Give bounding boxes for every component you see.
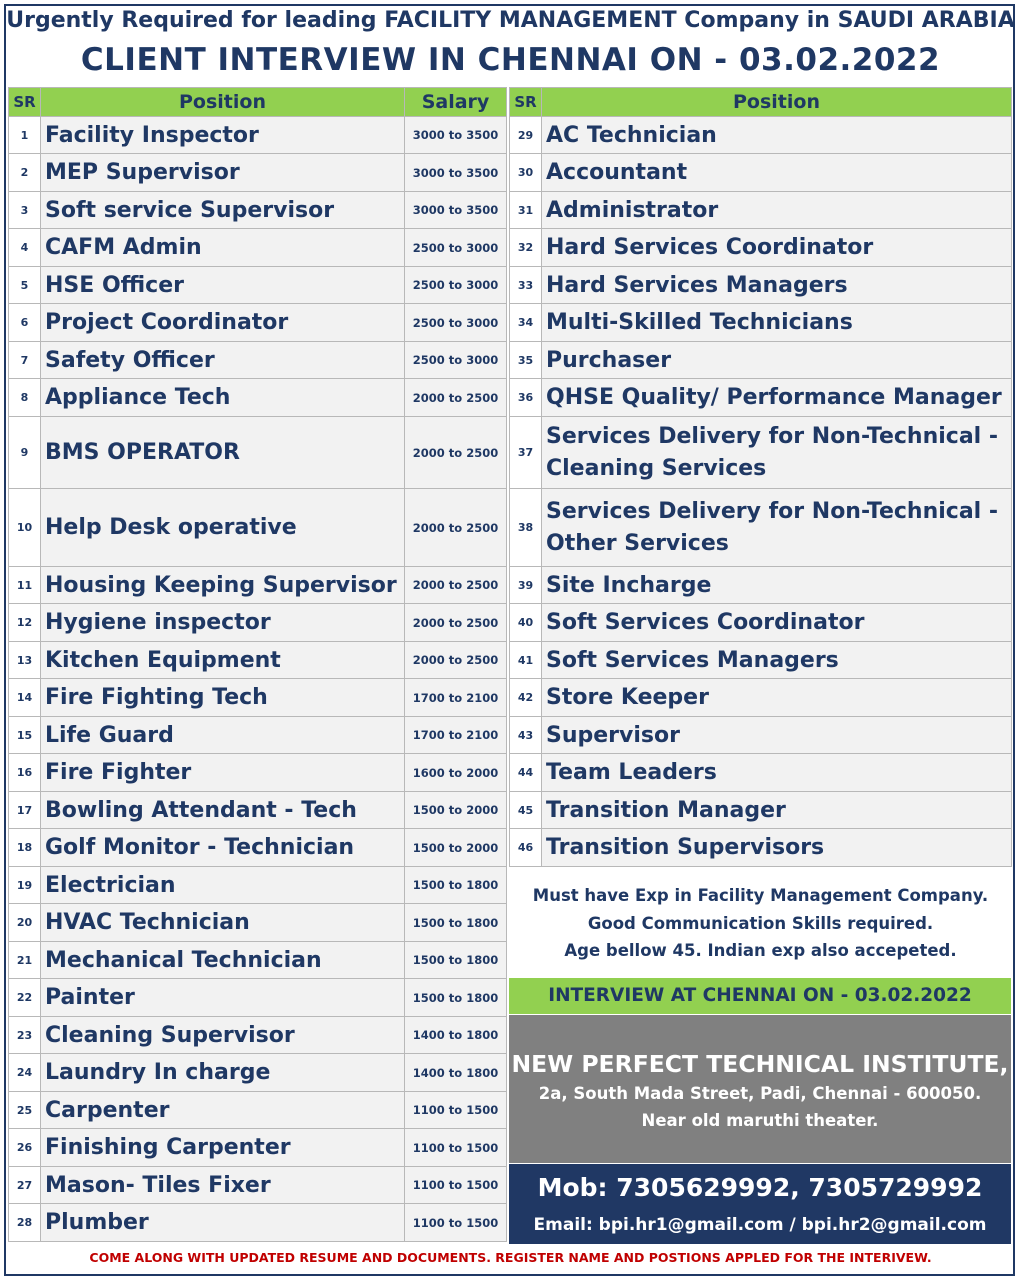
requirements-box — [509, 876, 1012, 977]
left-table-header — [9, 88, 507, 117]
row-sr-number: 3 — [9, 192, 41, 229]
row-position: Store Keeper — [542, 679, 1012, 717]
row-sr-number: 21 — [9, 942, 41, 979]
table-row — [510, 304, 1012, 342]
table-row — [9, 829, 507, 867]
row-position: Site Incharge — [542, 567, 1012, 604]
row-salary: 1100 to 1500 — [405, 1167, 507, 1204]
table-row — [9, 942, 507, 979]
table-row — [9, 192, 507, 229]
row-sr-number: 2 — [9, 154, 41, 192]
row-sr-number: 30 — [510, 154, 542, 192]
row-position: Finishing Carpenter — [41, 1129, 405, 1167]
row-salary: 1400 to 1800 — [405, 1054, 507, 1092]
row-sr-number: 35 — [510, 342, 542, 379]
row-sr-number: 24 — [9, 1054, 41, 1092]
table-row — [9, 1204, 507, 1242]
row-sr-number: 15 — [9, 717, 41, 754]
row-salary: 2000 to 2500 — [405, 567, 507, 604]
right-table-header — [510, 88, 1012, 117]
row-sr-number: 42 — [510, 679, 542, 717]
row-sr-number: 13 — [9, 642, 41, 679]
row-position: Help Desk operative — [41, 489, 405, 567]
table-row — [9, 979, 507, 1017]
row-salary: 1700 to 2100 — [405, 679, 507, 717]
right-positions-table — [509, 87, 1012, 867]
row-salary: 3000 to 3500 — [405, 117, 507, 154]
mobile-numbers: Mob: 7305629992, 7305729992 — [537, 1173, 983, 1202]
row-position: Supervisor — [542, 717, 1012, 754]
row-position: Painter — [41, 979, 405, 1017]
row-position: Mason- Tiles Fixer — [41, 1167, 405, 1204]
row-position: HVAC Technician — [41, 904, 405, 942]
table-row — [9, 304, 507, 342]
row-salary: 1500 to 1800 — [405, 942, 507, 979]
table-row — [510, 342, 1012, 379]
table-row — [9, 117, 507, 154]
row-position: Administrator — [542, 192, 1012, 229]
table-row — [510, 754, 1012, 792]
row-position: Purchaser — [542, 342, 1012, 379]
row-position: Soft Services Coordinator — [542, 604, 1012, 642]
table-row — [510, 154, 1012, 192]
row-position: Mechanical Technician — [41, 942, 405, 979]
row-sr-number: 5 — [9, 267, 41, 304]
row-sr-number: 27 — [9, 1167, 41, 1204]
row-position: Accountant — [542, 154, 1012, 192]
row-position: Hard Services Managers — [542, 267, 1012, 304]
table-row — [9, 717, 507, 754]
table-row — [9, 1167, 507, 1204]
column-header-position: Position — [542, 88, 1012, 117]
row-sr-number: 39 — [510, 567, 542, 604]
row-salary: 1500 to 1800 — [405, 867, 507, 904]
row-sr-number: 14 — [9, 679, 41, 717]
row-position: Transition Supervisors — [542, 829, 1012, 867]
row-position: CAFM Admin — [41, 229, 405, 267]
venue-name: NEW PERFECT TECHNICAL INSTITUTE, — [511, 1050, 1009, 1078]
row-sr-number: 37 — [510, 417, 542, 489]
row-position: BMS OPERATOR — [41, 417, 405, 489]
table-row — [9, 867, 507, 904]
table-row — [510, 567, 1012, 604]
table-row — [9, 904, 507, 942]
row-salary: 1100 to 1500 — [405, 1092, 507, 1129]
table-row — [9, 1092, 507, 1129]
row-salary: 1700 to 2100 — [405, 717, 507, 754]
row-position: HSE Officer — [41, 267, 405, 304]
contact-box — [509, 1164, 1011, 1244]
row-salary: 3000 to 3500 — [405, 154, 507, 192]
table-row — [9, 489, 507, 567]
table-row — [9, 567, 507, 604]
row-salary: 2000 to 2500 — [405, 604, 507, 642]
row-position: Fire Fighter — [41, 754, 405, 792]
row-position: Fire Fighting Tech — [41, 679, 405, 717]
interview-title: CLIENT INTERVIEW IN CHENNAI ON - 03.02.2022 — [80, 42, 941, 78]
table-row — [9, 679, 507, 717]
row-salary: 1500 to 2000 — [405, 792, 507, 829]
row-position: Services Delivery for Non-Technical - Cleaning Services — [542, 417, 1012, 489]
row-position: Laundry In charge — [41, 1054, 405, 1092]
row-position: Golf Monitor - Technician — [41, 829, 405, 867]
row-position: Safety Officer — [41, 342, 405, 379]
row-sr-number: 8 — [9, 379, 41, 417]
row-sr-number: 18 — [9, 829, 41, 867]
row-sr-number: 36 — [510, 379, 542, 417]
row-sr-number: 9 — [9, 417, 41, 489]
table-row — [510, 642, 1012, 679]
row-salary: 1500 to 2000 — [405, 829, 507, 867]
column-header-position: Position — [41, 88, 405, 117]
row-sr-number: 38 — [510, 489, 542, 567]
row-salary: 2000 to 2500 — [405, 489, 507, 567]
table-row — [9, 154, 507, 192]
row-sr-number: 45 — [510, 792, 542, 829]
table-row — [9, 229, 507, 267]
row-position: Life Guard — [41, 717, 405, 754]
row-position: Carpenter — [41, 1092, 405, 1129]
table-row — [9, 417, 507, 489]
row-salary: 2500 to 3000 — [405, 304, 507, 342]
row-sr-number: 40 — [510, 604, 542, 642]
headline: Urgently Required for leading FACILITY MANAGEMENT Company in SAUDI ARABIA — [6, 8, 1015, 33]
table-row — [9, 1054, 507, 1092]
table-row — [9, 642, 507, 679]
row-sr-number: 16 — [9, 754, 41, 792]
row-sr-number: 12 — [9, 604, 41, 642]
row-sr-number: 20 — [9, 904, 41, 942]
table-row — [510, 792, 1012, 829]
requirement-line: Must have Exp in Facility Management Company. — [532, 886, 989, 905]
table-row — [510, 829, 1012, 867]
row-sr-number: 33 — [510, 267, 542, 304]
table-row — [510, 417, 1012, 489]
table-row — [9, 342, 507, 379]
footer-notice: COME ALONG WITH UPDATED RESUME AND DOCUMENTS. REGISTER NAME AND POSTIONS APPLED FOR THE INTERIVEW. — [89, 1250, 932, 1265]
row-position: Transition Manager — [542, 792, 1012, 829]
row-salary: 2500 to 3000 — [405, 229, 507, 267]
row-position: Electrician — [41, 867, 405, 904]
row-sr-number: 22 — [9, 979, 41, 1017]
row-sr-number: 7 — [9, 342, 41, 379]
column-header-salary: Salary — [405, 88, 507, 117]
table-row — [510, 192, 1012, 229]
row-sr-number: 10 — [9, 489, 41, 567]
row-position: AC Technician — [542, 117, 1012, 154]
row-sr-number: 17 — [9, 792, 41, 829]
row-position: Soft Services Managers — [542, 642, 1012, 679]
row-sr-number: 23 — [9, 1017, 41, 1054]
requirement-line: Good Communication Skills required. — [587, 913, 934, 933]
row-position: Multi-Skilled Technicians — [542, 304, 1012, 342]
row-sr-number: 1 — [9, 117, 41, 154]
table-row — [510, 679, 1012, 717]
row-sr-number: 32 — [510, 229, 542, 267]
requirement-line: Age bellow 45. Indian exp also accepeted. — [564, 941, 957, 960]
row-position: Cleaning Supervisor — [41, 1017, 405, 1054]
row-sr-number: 11 — [9, 567, 41, 604]
row-sr-number: 19 — [9, 867, 41, 904]
row-sr-number: 26 — [9, 1129, 41, 1167]
row-position: Hard Services Coordinator — [542, 229, 1012, 267]
email-addresses: Email: bpi.hr1@gmail.com / bpi.hr2@gmail.com — [533, 1215, 987, 1235]
row-salary: 1500 to 1800 — [405, 904, 507, 942]
row-sr-number: 46 — [510, 829, 542, 867]
row-salary: 1500 to 1800 — [405, 979, 507, 1017]
table-row — [510, 229, 1012, 267]
row-sr-number: 41 — [510, 642, 542, 679]
venue-box — [509, 1015, 1011, 1163]
row-salary: 3000 to 3500 — [405, 192, 507, 229]
row-sr-number: 29 — [510, 117, 542, 154]
table-row — [510, 489, 1012, 567]
row-sr-number: 25 — [9, 1092, 41, 1129]
row-sr-number: 34 — [510, 304, 542, 342]
row-sr-number: 31 — [510, 192, 542, 229]
column-header-sr: SR — [9, 88, 41, 117]
table-row — [510, 604, 1012, 642]
table-row — [9, 267, 507, 304]
row-salary: 1400 to 1800 — [405, 1017, 507, 1054]
row-position: Team Leaders — [542, 754, 1012, 792]
row-position: Hygiene inspector — [41, 604, 405, 642]
table-row — [9, 1129, 507, 1167]
row-salary: 1600 to 2000 — [405, 754, 507, 792]
venue-landmark: Near old maruthi theater. — [641, 1111, 879, 1130]
interview-date-banner: INTERVIEW AT CHENNAI ON - 03.02.2022 — [509, 978, 1011, 1014]
row-salary: 2000 to 2500 — [405, 417, 507, 489]
row-sr-number: 4 — [9, 229, 41, 267]
row-position: MEP Supervisor — [41, 154, 405, 192]
table-row — [9, 754, 507, 792]
row-sr-number: 43 — [510, 717, 542, 754]
row-sr-number: 6 — [9, 304, 41, 342]
table-row — [9, 1017, 507, 1054]
table-row — [510, 379, 1012, 417]
row-salary: 1100 to 1500 — [405, 1129, 507, 1167]
row-position: QHSE Quality/ Performance Manager — [542, 379, 1012, 417]
column-header-sr: SR — [510, 88, 542, 117]
row-salary: 2500 to 3000 — [405, 342, 507, 379]
row-salary: 2000 to 2500 — [405, 642, 507, 679]
table-row — [9, 379, 507, 417]
table-row — [9, 792, 507, 829]
table-row — [510, 117, 1012, 154]
row-position: Project Coordinator — [41, 304, 405, 342]
venue-address-line: 2a, South Mada Street, Padi, Chennai - 600050. — [538, 1084, 982, 1103]
left-positions-table — [8, 87, 507, 1242]
row-sr-number: 44 — [510, 754, 542, 792]
row-position: Kitchen Equipment — [41, 642, 405, 679]
row-position: Facility Inspector — [41, 117, 405, 154]
row-position: Soft service Supervisor — [41, 192, 405, 229]
row-position: Services Delivery for Non-Technical - Other Services — [542, 489, 1012, 567]
table-row — [9, 604, 507, 642]
row-sr-number: 28 — [9, 1204, 41, 1242]
row-position: Appliance Tech — [41, 379, 405, 417]
row-position: Bowling Attendant - Tech — [41, 792, 405, 829]
row-salary: 1100 to 1500 — [405, 1204, 507, 1242]
row-salary: 2500 to 3000 — [405, 267, 507, 304]
row-salary: 2000 to 2500 — [405, 379, 507, 417]
row-position: Housing Keeping Supervisor — [41, 567, 405, 604]
row-position: Plumber — [41, 1204, 405, 1242]
table-row — [510, 717, 1012, 754]
table-row — [510, 267, 1012, 304]
